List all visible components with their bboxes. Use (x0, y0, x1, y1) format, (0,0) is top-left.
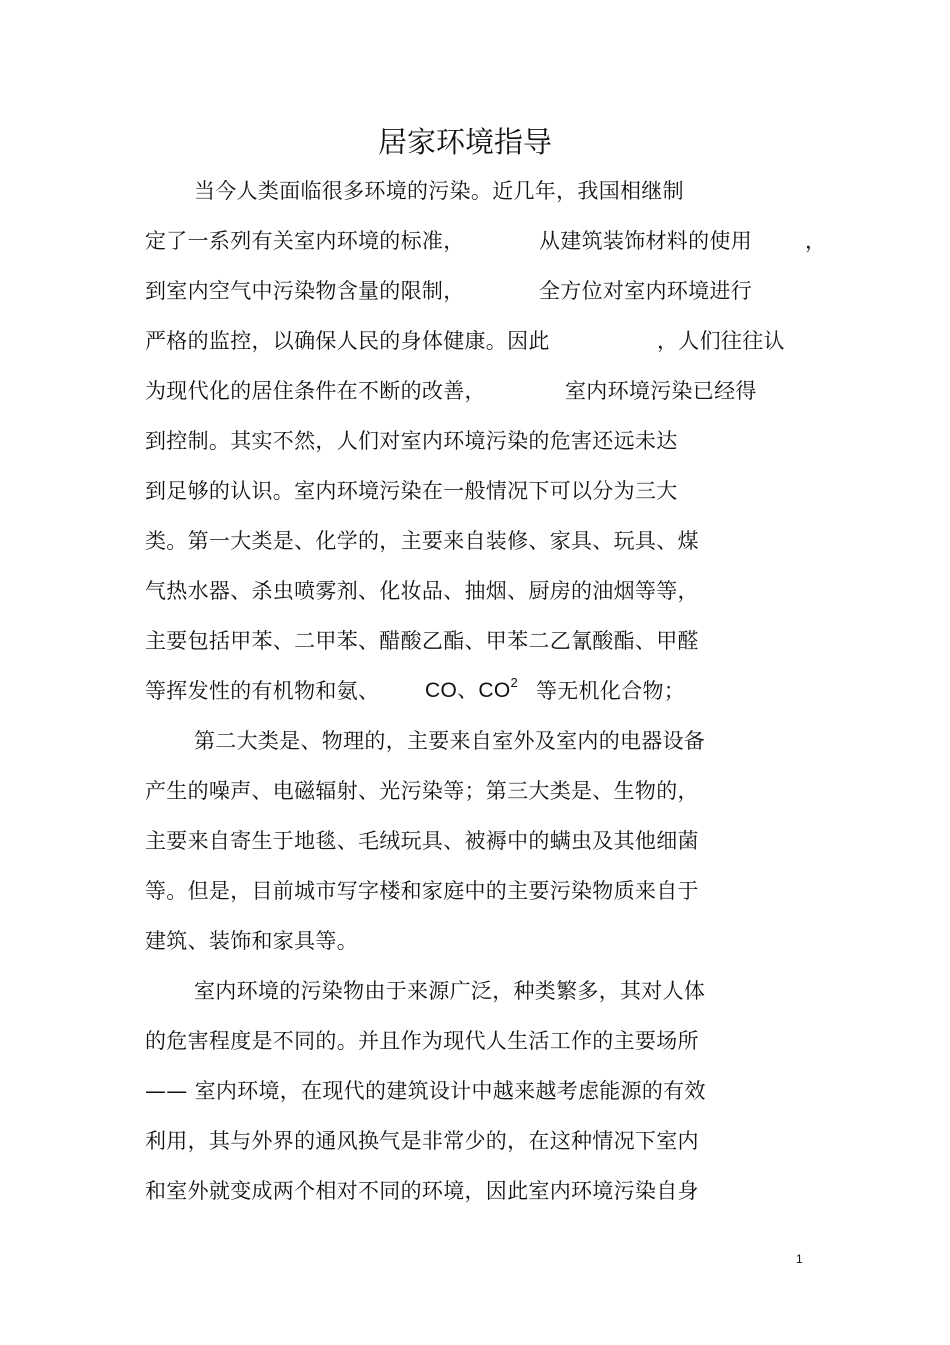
paragraph-line: 当今人类面临很多环境的污染。近几年，我国相继制 (194, 179, 684, 203)
paragraph-line: 建筑、装饰和家具等。 (145, 929, 358, 953)
paragraph-line: 和室外就变成两个相对不同的环境，因此室内环境污染自身 (145, 1179, 699, 1203)
paragraph-line: 气热水器、杀虫喷雾剂、化妆品、抽烟、厨房的油烟等等， (145, 579, 699, 603)
line-segment: 为现代化的居住条件在不断的改善， (145, 379, 486, 403)
line-segment: 等无机化合物； (536, 679, 686, 703)
paragraph-line: 类。第一大类是、化学的，主要来自装修、家具、玩具、煤 (145, 529, 699, 553)
paragraph-line: —— 室内环境，在现代的建筑设计中越来越考虑能源的有效 (145, 1079, 706, 1103)
paragraph-line: 第二大类是、物理的，主要来自室外及室内的电器设备 (194, 729, 706, 753)
line-segment: 定了一系列有关室内环境的标准， (145, 229, 465, 253)
paragraph-line: 主要包括甲苯、二甲苯、醋酸乙酯、甲苯二乙氰酸酯、甲醛 (145, 629, 699, 653)
line-segment: 全方位对室内环境进行 (539, 279, 752, 303)
line-segment: 室内环境污染已经得 (565, 379, 757, 403)
chemical-formula: CO、$CO^2$ (425, 675, 519, 702)
line-segment: 严格的监控，以确保人民的身体健康。因此 (145, 329, 550, 353)
paragraph-line: 到足够的认识。室内环境污染在一般情况下可以分为三大 (145, 479, 678, 503)
paragraph-line: 等。但是，目前城市写字楼和家庭中的主要污染物质来自于 (145, 879, 699, 903)
page-number: 1 (796, 1252, 803, 1266)
document-title: 居家环境指导 (377, 125, 552, 159)
paragraph-line: 主要来自寄生于地毯、毛绒玩具、被褥中的螨虫及其他细菌 (145, 829, 699, 853)
line-segment: ，人们往往认 (657, 329, 785, 353)
paragraph-line: 室内环境的污染物由于来源广泛，种类繁多，其对人体 (194, 979, 706, 1003)
line-segment: ， (805, 229, 827, 253)
paragraph-line: 到控制。其实不然，人们对室内环境污染的危害还远未达 (145, 429, 678, 453)
paragraph-line: 的危害程度是不同的。并且作为现代人生活工作的主要场所 (145, 1029, 699, 1053)
paragraph-line: 利用，其与外界的通风换气是非常少的，在这种情况下室内 (145, 1129, 699, 1153)
line-segment: 到室内空气中污染物含量的限制， (145, 279, 465, 303)
line-segment: 从建筑装饰材料的使用 (539, 229, 752, 253)
superscript: 2 (510, 675, 519, 690)
line-segment: 等挥发性的有机物和氨、 (145, 679, 380, 703)
paragraph-line: 产生的噪声、电磁辐射、光污染等；第三大类是、生物的， (145, 779, 699, 803)
